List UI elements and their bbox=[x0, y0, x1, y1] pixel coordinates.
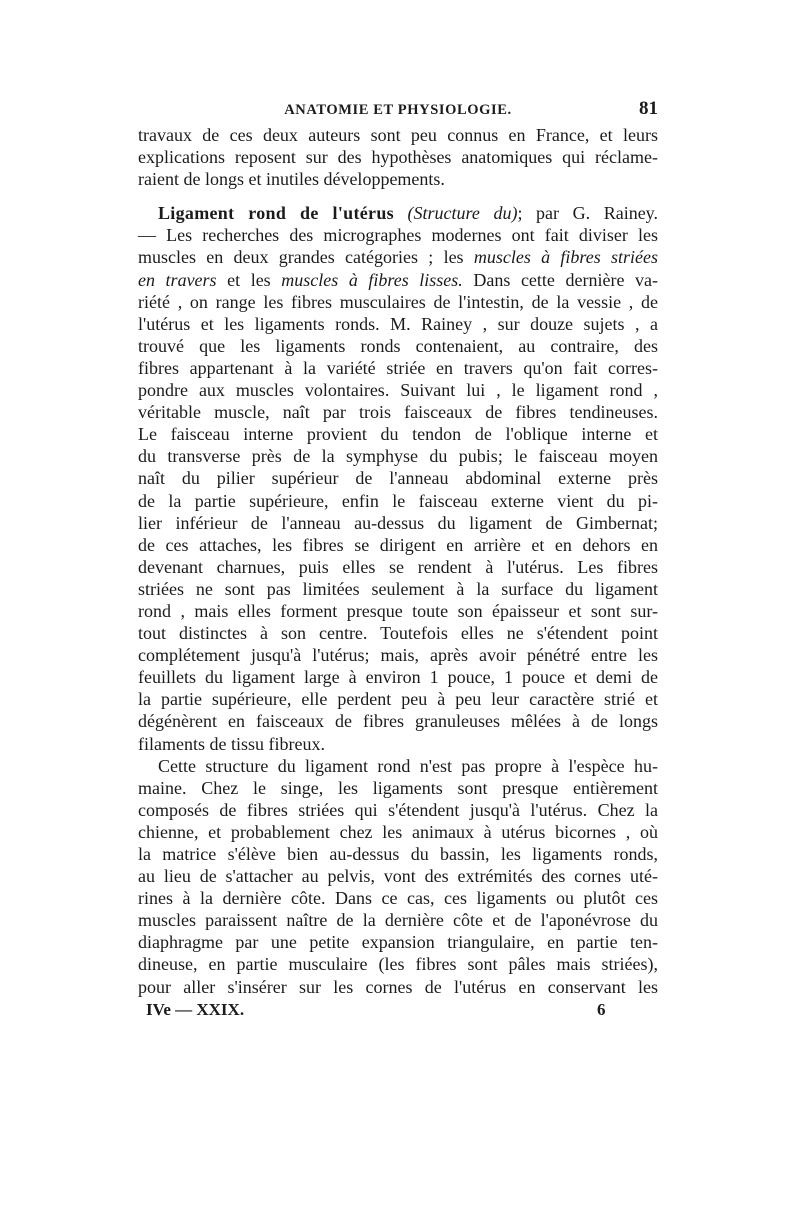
running-head bbox=[138, 98, 658, 124]
text-line: lier inférieur de l'anneau au-dessus du ligament de Gimbernat; bbox=[138, 512, 658, 533]
text-line: l'utérus et les ligaments ronds. M. Rainey , sur douze sujets , a bbox=[138, 313, 658, 334]
signature-line bbox=[138, 1000, 658, 1024]
article-title: Ligament rond de l'utérus bbox=[158, 203, 394, 224]
text-line: la partie supérieure, elle perdent peu à peu leur caractère strié et bbox=[138, 689, 658, 710]
text-line: diaphragme par une petite expansion triangulaire, en partie ten- bbox=[138, 932, 658, 953]
text-line: au lieu de s'attacher au pelvis, vont des extrémités des cornes uté- bbox=[138, 866, 658, 887]
text-line: du transverse près de la symphyse du pubis; le faisceau moyen bbox=[138, 446, 658, 467]
italic-term: muscles à fibres striées bbox=[473, 247, 658, 268]
text-line: raient de longs et inutiles développements. bbox=[138, 169, 445, 190]
text-line: Le faisceau interne provient du tendon de l'oblique interne et bbox=[138, 424, 658, 445]
text-line: travaux de ces deux auteurs sont peu connus en France, et leurs bbox=[138, 125, 658, 145]
book-page bbox=[138, 98, 658, 1024]
text-line: pondre aux muscles volontaires. Suivant lui , le ligament rond , bbox=[138, 380, 658, 401]
article-title-italic: (Structure du) bbox=[407, 203, 518, 224]
running-title: ANATOMIE ET PHYSIOLOGIE. bbox=[284, 102, 512, 118]
text-line: complétement jusqu'à l'utérus; mais, après avoir pénétré entre les bbox=[138, 645, 658, 666]
article-author: ; par G. Rainey. bbox=[517, 203, 659, 224]
text-line: explications reposent sur des hypothèses anatomiques qui réclame- bbox=[138, 147, 658, 168]
text-line: tout distinctes à son centre. Toutefois elles ne s'étendent point bbox=[138, 623, 658, 644]
intro-paragraph bbox=[138, 124, 658, 190]
text-line: de ces attaches, les fibres se dirigent en arrière et en dehors en bbox=[138, 534, 658, 555]
page-number: 81 bbox=[639, 98, 658, 119]
text-line: — Les recherches des micrographes modernes ont fait diviser les bbox=[138, 225, 658, 246]
text-line: trouvé que les ligaments ronds contenaient, au contraire, des bbox=[138, 335, 658, 356]
text-line: rines à la dernière côte. Dans ce cas, ces ligaments ou plutôt ces bbox=[138, 888, 658, 909]
text-segment: et les bbox=[216, 269, 282, 290]
text-line: filaments de tissu fibreux. bbox=[138, 733, 325, 754]
text-line: chienne, et probablement chez les animaux à utérus bicornes , où bbox=[138, 821, 658, 842]
article-heading-line bbox=[138, 202, 658, 224]
text-line: composés de fibres striées qui s'étendent jusqu'à l'utérus. Chez la bbox=[138, 799, 658, 820]
text-line: la matrice s'élève bien au-dessus du bassin, les ligaments ronds, bbox=[138, 844, 658, 864]
text-line: muscles paraissent naître de la dernière côte et de l'aponévrose du bbox=[138, 910, 658, 931]
text-line: maine. Chez le singe, les ligaments sont presque entièrement bbox=[138, 777, 658, 798]
text-line: de la partie supérieure, enfin le faisceau externe vient du pi- bbox=[138, 490, 658, 511]
text-segment: muscles en deux grandes catégories ; les bbox=[138, 247, 474, 268]
text-line: striées ne sont pas limitées seulement à la surface du ligament bbox=[138, 578, 658, 599]
text-line: dineuse, en partie musculaire (les fibres sont pâles mais striées), bbox=[138, 954, 658, 975]
second-paragraph bbox=[138, 755, 658, 998]
text-line: fibres appartenant à la variété striée en travers qu'on fait corres- bbox=[138, 357, 658, 378]
italic-term: muscles à fibres lisses. bbox=[281, 269, 463, 290]
text-line: dégénèrent en faisceaux de fibres granuleuses mêlées à de longs bbox=[138, 711, 658, 732]
text-line: devenant charnues, puis elles se rendent à l'utérus. Les fibres bbox=[138, 556, 658, 577]
signature-number: 6 bbox=[597, 999, 606, 1019]
text-line: naît du pilier supérieur de l'anneau abdominal externe près bbox=[138, 468, 658, 489]
text-line: feuillets du ligament large à environ 1 pouce, 1 pouce et demi de bbox=[138, 667, 658, 688]
text-line: véritable muscle, naît par trois faisceaux de fibres tendineuses. bbox=[138, 402, 658, 423]
text-line bbox=[138, 246, 658, 268]
italic-term: en travers bbox=[138, 269, 217, 290]
text-segment: Dans cette dernière va- bbox=[462, 269, 658, 290]
text-line: Cette structure du ligament rond n'est pas propre à l'espèce hu- bbox=[158, 755, 658, 776]
text-line: pour aller s'insérer sur les cornes de l'utérus en conservant les bbox=[138, 976, 658, 997]
text-line bbox=[138, 269, 658, 291]
text-line: rond , mais elles forment presque toute son épaisseur et sont sur- bbox=[138, 600, 658, 621]
text-line: riété , on range les fibres musculaires de l'intestin, de la vessie , de bbox=[138, 291, 658, 312]
signature-mark: IVe — XXIX. bbox=[146, 999, 245, 1019]
article-paragraph bbox=[138, 202, 658, 754]
